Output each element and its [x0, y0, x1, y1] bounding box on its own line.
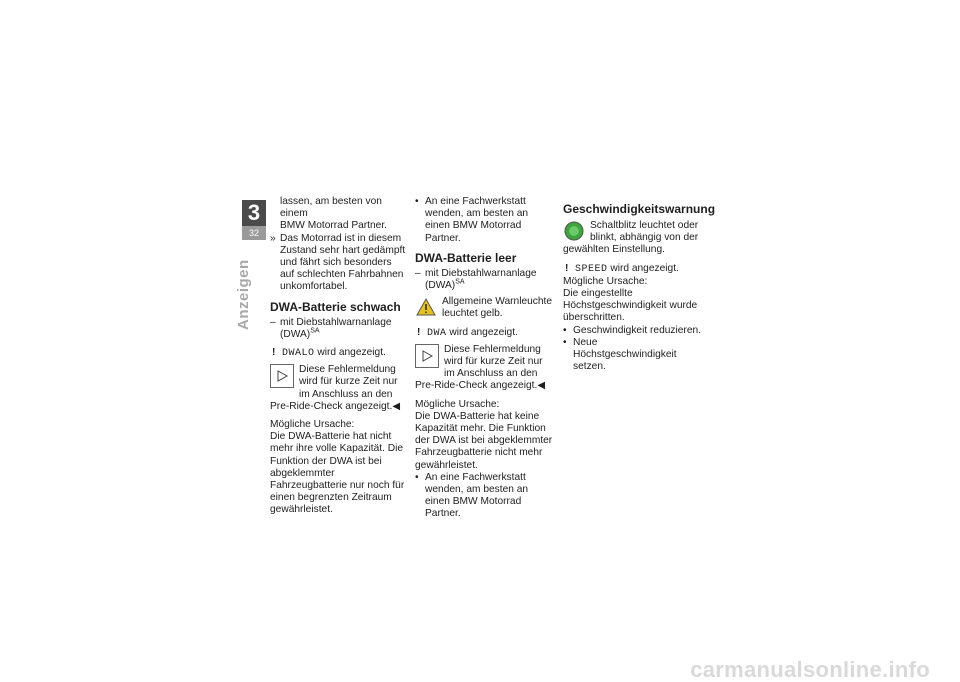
list-item: • An eine Fachwerkstatt wenden, am besten an einen BMW Motorrad Partner.: [415, 471, 529, 520]
list-item: • An eine Fachwerkstatt wenden, am besten an einen BMW Motorrad Partner.: [415, 196, 529, 244]
display-code: DWA: [427, 327, 447, 339]
heading-speed-warning: Geschwindigkeitswarnung: [563, 202, 716, 216]
warning-mark: !: [565, 262, 569, 274]
list-item: • Neue Höchstgeschwindigkeit setzen.: [563, 336, 677, 373]
chapter-number: 3: [242, 200, 266, 226]
warning-lamp-icon: [415, 296, 437, 318]
condition-item: – mit Diebstahlwarnanlage (DWA)$^{SA}$: [270, 316, 392, 340]
result-item: » Das Motorrad ist in diesem Zustand sehr hart gedämpft und fährt sich besonders auf schlechten Fahrbahnen unkomfortabel.: [270, 232, 406, 293]
note-block: Diese Fehlermeldung wird für kurze Zeit nur im Anschluss an den Pre-Ride-Check angezeigt.◀: [415, 343, 546, 392]
condition-item: – mit Diebstahlwarnanlage (DWA)$^{SA}$: [415, 267, 537, 292]
column-2: [415, 196, 553, 521]
arrow-mark: »: [270, 232, 276, 244]
display-code: DWALO: [282, 348, 315, 360]
heading-battery-low: DWA-Batterie schwach: [270, 299, 401, 314]
page-number: 32: [248, 228, 259, 238]
chapter-tab: [242, 200, 266, 240]
cause-text: Die eingestellte Höchstgeschwindigkeit wurde überschritten.: [563, 288, 698, 324]
warning-mark: !: [272, 347, 276, 359]
warning-message: ! SPEED wird angezeigt.: [565, 262, 679, 275]
warning-message: ! DWA wird angezeigt.: [417, 326, 518, 339]
column-1: [270, 196, 408, 517]
note-triangle-icon: [415, 344, 439, 368]
lamp-block: Schaltblitz leuchtet oder blinkt, abhängig von der gewählten Einstellung.: [563, 220, 699, 256]
column-3: [563, 196, 716, 373]
cause-text: Die DWA-Batterie hat keine Kapazität mehr. Die Funktion der DWA ist bei abgeklemmter Fahrzeugbatterie nicht mehr gewährleistet.: [415, 410, 553, 471]
warning-message: ! DWALO wird angezeigt.: [272, 347, 386, 360]
heading-battery-empty: DWA-Batterie leer: [415, 250, 517, 265]
lamp-block: Allgemeine Warnleuchte leuchtet gelb.: [415, 296, 553, 320]
note-block: Diese Fehlermeldung wird für kurze Zeit nur im Anschluss an den Pre-Ride-Check angezeigt.◀: [270, 364, 401, 412]
chapter-title: Anzeigen: [235, 259, 252, 330]
cause-text: Die DWA-Batterie hat nicht mehr ihre volle Kapazität. Die Funktion der DWA ist bei abgeklemmter Fahrzeugbatterie nur noch für einen begrenzten Zeitraum gewährleistet.: [270, 431, 405, 516]
cause-label: Mögliche Ursache:: [563, 275, 648, 287]
warning-mark: !: [417, 326, 421, 338]
watermark: carmanualsonline.info: [690, 656, 930, 682]
end-mark: ◀: [392, 400, 401, 412]
note-triangle-icon: [270, 364, 294, 388]
cause-label: Mögliche Ursache:: [415, 398, 500, 410]
end-mark: ◀: [537, 380, 546, 392]
cause-label: Mögliche Ursache:: [270, 419, 355, 431]
display-code: SPEED: [575, 263, 608, 275]
list-item: • Geschwindigkeit reduzieren.: [563, 324, 701, 336]
shift-light-icon: [563, 220, 585, 242]
continued-text: lassen, am besten von einem BMW Motorrad Partner.: [280, 196, 387, 232]
